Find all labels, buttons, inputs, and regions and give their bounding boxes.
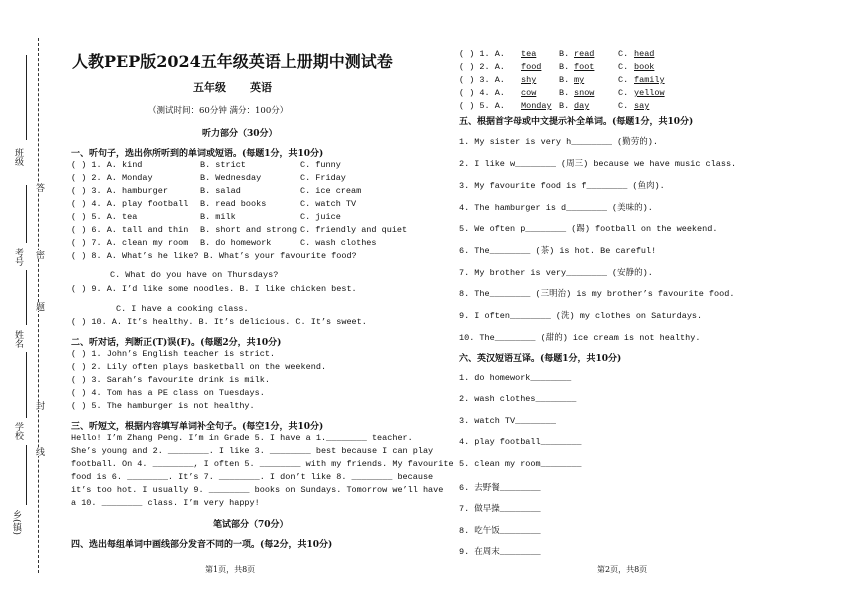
s2-item-5: ( ) 5. The hamburger is not healthy.	[71, 401, 255, 411]
s6-item-2: 2. wash clothes________	[459, 394, 577, 404]
s4-row-3-cp: C.	[618, 75, 629, 85]
s1-row-2-b: B. Wednesday	[200, 173, 262, 183]
s1-q8: ( ) 8. A. What’s he like? B. What’s your favourite food?	[71, 251, 357, 261]
s6-item-1: 1. do homework________	[459, 373, 572, 383]
section-3-heading: 三、听短文，根据内容填写单词补全句子。(每空1分，共10分)	[71, 422, 324, 432]
binding-field-town	[26, 445, 27, 505]
s1-row-6-a: ( ) 6. A. tall and thin	[71, 225, 189, 235]
s1-row-4-a: ( ) 4. A. play football	[71, 199, 189, 209]
s6-item-8: 8. 吃午饭________	[459, 526, 541, 536]
s1-q9-c: C. I have a cooking class.	[116, 304, 249, 314]
binding-label-town: 乡(镇)	[11, 510, 21, 536]
s5-item-4: 4. The hamburger is d________ (美味的).	[459, 203, 653, 213]
s5-item-2: 2. I like w________ (周三) because we have music class.	[459, 159, 737, 169]
s6-item-4: 4. play football________	[459, 437, 582, 447]
s4-row-2-bp: B.	[559, 62, 570, 72]
s5-item-6: 6. The________ (茶) is hot. Be careful!	[459, 246, 657, 256]
section-2-heading: 二、听对话，判断正(T)误(F)。(每题2分，共10分)	[71, 338, 282, 348]
s1-row-1-b: B. strict	[200, 160, 246, 170]
section-1-heading: 一、听句子，选出你所听到的单词或短语。(每题1分，共10分)	[71, 149, 324, 159]
s4-row-3-bp: B.	[559, 75, 570, 85]
s4-row-5-bp: B.	[559, 101, 570, 111]
s6-item-5: 5. clean my room________	[459, 459, 582, 469]
s3-line-6: a 10. ________ class. I’m very happy!	[71, 498, 260, 508]
s4-row-1-a: tea	[521, 49, 537, 59]
exam-info: （测试时间：60分钟 满分：100分）	[148, 106, 289, 116]
subject-label: 英语	[250, 81, 272, 94]
s4-row-5-cp: C.	[618, 101, 629, 111]
s1-row-3-b: B. salad	[200, 186, 241, 196]
s4-row-4-b: snow	[574, 88, 595, 98]
binding-field-school	[26, 352, 27, 418]
s5-item-7: 7. My brother is very________ (安静的).	[459, 268, 653, 278]
s4-row-4-a: cow	[521, 88, 537, 98]
binding-field-exam-no	[26, 185, 27, 243]
s1-row-4-c: C. watch TV	[300, 199, 357, 209]
s4-row-4-c: yellow	[634, 88, 665, 98]
s4-row-1-b: read	[574, 49, 595, 59]
binding-label-class: 班级	[13, 148, 23, 166]
s5-item-9: 9. I often________ (洗) my clothes on Saturdays.	[459, 311, 703, 321]
cut-mark-4: 封	[34, 401, 44, 410]
s5-item-5: 5. We often p________ (踢) football on the weekend.	[459, 224, 718, 234]
s1-row-1-a: ( ) 1. A. kind	[71, 160, 143, 170]
s6-item-3: 3. watch TV________	[459, 416, 556, 426]
binding-field-name	[26, 270, 27, 325]
s4-row-3-c: family	[634, 75, 665, 85]
writing-title: 笔试部分（70分）	[213, 520, 289, 530]
s4-row-2-c: book	[634, 62, 655, 72]
section-4-heading: 四、选出每组单词中画线部分发音不同的一项。(每2分，共10分)	[71, 540, 333, 550]
s1-row-3-c: C. ice cream	[300, 186, 362, 196]
s1-row-6-b: B. short and strong	[200, 225, 297, 235]
s1-q8-c: C. What do you have on Thursdays?	[110, 270, 279, 280]
s1-row-2-c: C. Friday	[300, 173, 346, 183]
s1-row-2-a: ( ) 2. A. Monday	[71, 173, 153, 183]
s4-row-1-n: ( ) 1. A.	[459, 49, 505, 59]
binding-label-name: 姓名	[13, 330, 23, 348]
s2-item-4: ( ) 4. Tom has a PE class on Tuesdays.	[71, 388, 265, 398]
s4-row-3-n: ( ) 3. A.	[459, 75, 505, 85]
s1-row-3-a: ( ) 3. A. hamburger	[71, 186, 168, 196]
s2-item-2: ( ) 2. Lily often plays basketball on the weekend.	[71, 362, 327, 372]
s4-row-2-cp: C.	[618, 62, 629, 72]
section-5-heading: 五、根据首字母或中文提示补全单词。(每题1分，共10分)	[459, 117, 694, 127]
page-title: 人教PEP版2024五年级英语上册期中测试卷	[72, 52, 393, 71]
s5-item-1: 1. My sister is very h________ (勤劳的).	[459, 137, 658, 147]
s3-line-2: She’s young and 2. ________. I like 3. ________ best because I can play	[71, 446, 434, 456]
s4-row-1-bp: B.	[559, 49, 570, 59]
s1-row-7-a: ( ) 7. A. clean my room	[71, 238, 189, 248]
s4-row-5-c: say	[634, 101, 650, 111]
s4-row-4-n: ( ) 4. A.	[459, 88, 505, 98]
s1-row-1-c: C. funny	[300, 160, 341, 170]
s4-row-3-a: shy	[521, 75, 537, 85]
s4-row-5-n: ( ) 5. A.	[459, 101, 505, 111]
s4-row-2-b: foot	[574, 62, 595, 72]
binding-label-exam-no: 考号	[13, 248, 23, 266]
s4-row-2-a: food	[521, 62, 542, 72]
s6-item-7: 7. 做早操________	[459, 504, 541, 514]
footer-page-1: 第1页，共8页	[205, 565, 256, 574]
section-6-heading: 六、英汉短语互译。(每题1分，共10分)	[459, 354, 622, 364]
s4-row-4-bp: B.	[559, 88, 570, 98]
s4-row-2-n: ( ) 2. A.	[459, 62, 505, 72]
s4-row-1-c: head	[634, 49, 655, 59]
s5-item-10: 10. The________ (甜的) ice cream is not healthy.	[459, 333, 701, 343]
s4-row-3-b: my	[574, 75, 585, 85]
s1-row-7-c: C. wash clothes	[300, 238, 377, 248]
s1-q10: ( ) 10. A. It’s healthy. B. It’s delicious. C. It’s sweet.	[71, 317, 367, 327]
s5-item-3: 3. My favourite food is f________ (鱼肉).	[459, 181, 665, 191]
footer-page-2: 第2页，共8页	[597, 565, 648, 574]
s4-row-5-b: day	[574, 101, 590, 111]
s1-row-4-b: B. read books	[200, 199, 267, 209]
s2-item-3: ( ) 3. Sarah’s favourite drink is milk.	[71, 375, 270, 385]
listening-title: 听力部分（30分）	[202, 129, 278, 139]
s1-row-6-c: C. friendly and quiet	[300, 225, 408, 235]
binding-field-class	[26, 55, 27, 140]
s4-row-4-cp: C.	[618, 88, 629, 98]
s5-item-8: 8. The________ (三明治) is my brother’s favourite food.	[459, 289, 735, 299]
s1-row-7-b: B. do homework	[200, 238, 272, 248]
cut-mark-1: 答	[34, 183, 44, 192]
cut-mark-3: 题	[34, 302, 44, 311]
s6-item-6: 6. 去野餐________	[459, 483, 541, 493]
s4-row-1-cp: C.	[618, 49, 629, 59]
s2-item-1: ( ) 1. John’s English teacher is strict.	[71, 349, 276, 359]
s1-row-5-b: B. milk	[200, 212, 236, 222]
s1-row-5-a: ( ) 5. A. tea	[71, 212, 138, 222]
s1-q9: ( ) 9. A. I’d like some noodles. B. I like chicken best.	[71, 284, 357, 294]
binding-label-school: 学校	[13, 422, 23, 440]
s3-line-3: football. On 4. ________, I often 5. ________ with my friends. My favourite	[71, 459, 454, 469]
s3-line-4: food is 6. ________. It’s 7. ________. I don’t like 8. ________ because	[71, 472, 434, 482]
cut-mark-5: 线	[34, 447, 44, 456]
cut-mark-2: 密	[34, 250, 44, 259]
grade-label: 五年级	[193, 81, 226, 94]
s3-line-1: Hello! I’m Zhang Peng. I’m in Grade 5. I have a 1.________ teacher.	[71, 433, 413, 443]
s4-row-5-a: Monday	[521, 101, 552, 111]
s1-row-5-c: C. juice	[300, 212, 341, 222]
s6-item-9: 9. 在周末________	[459, 547, 541, 557]
s3-line-5: it’s too hot. I usually 9. ________ books on Sundays. Tomorrow we’ll have	[71, 485, 444, 495]
